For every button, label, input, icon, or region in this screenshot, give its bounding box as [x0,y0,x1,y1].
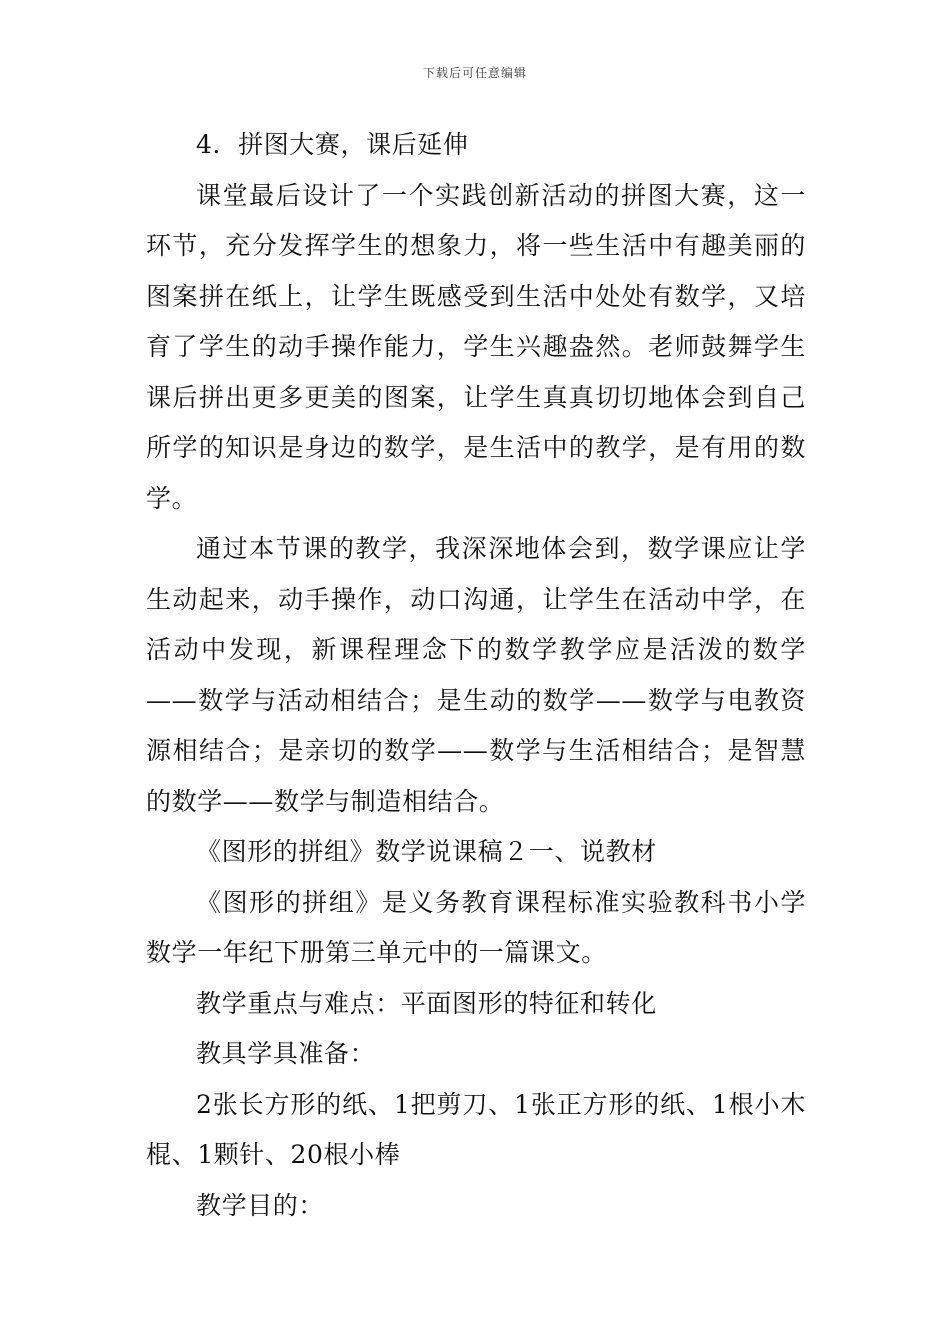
paragraph: 教学目的： [196,1190,325,1220]
paragraph: 课堂最后设计了一个实践创新活动的拼图大赛，这一环节，充分发挥学生的想象力，将一些生活中有趣美丽的图案拼在纸上，让学生既感受到生活中处处有数学，又培育了学生的动手操作能力，学生兴趣盎然。老师鼓舞学生课后拼出更多更美的图案，让学生真真切切地体会到自己所学的知识是身边的数学，是生活中的教学，是有用的数学。 [146,180,806,513]
paragraph: 教具学具准备： [196,1039,376,1068]
page-header-note: 下载后可任意编辑 [422,66,527,80]
section-title: 《图形的拼组》数学说课稿２一、说教材 [196,837,657,866]
document-body [146,120,806,1231]
section-heading: 4．拼图大赛，课后延伸 [196,130,469,159]
paragraph: 通过本节课的教学，我深深地体会到，数学课应让学生动起来，动手操作，动口沟通，让学生在活动中学，在活动中发现，新课程理念下的数学教学应是活泼的数学——数学与活动相结合；是生动的数学——数学与电教资源相结合；是亲切的数学——数学与生活相结合；是智慧的数学——数学与制造相结合。 [146,534,806,816]
paragraph: 教学重点与难点：平面图形的特征和转化 [196,988,657,1018]
paragraph: 2张长方形的纸、1把剪刀、1张正方形的纸、1根小木棍、1颗针、20根小棒 [146,1089,806,1169]
paragraph: 《图形的拼组》是义务教育课程标准实验教科书小学数学一年纪下册第三单元中的一篇课文。 [146,887,806,967]
